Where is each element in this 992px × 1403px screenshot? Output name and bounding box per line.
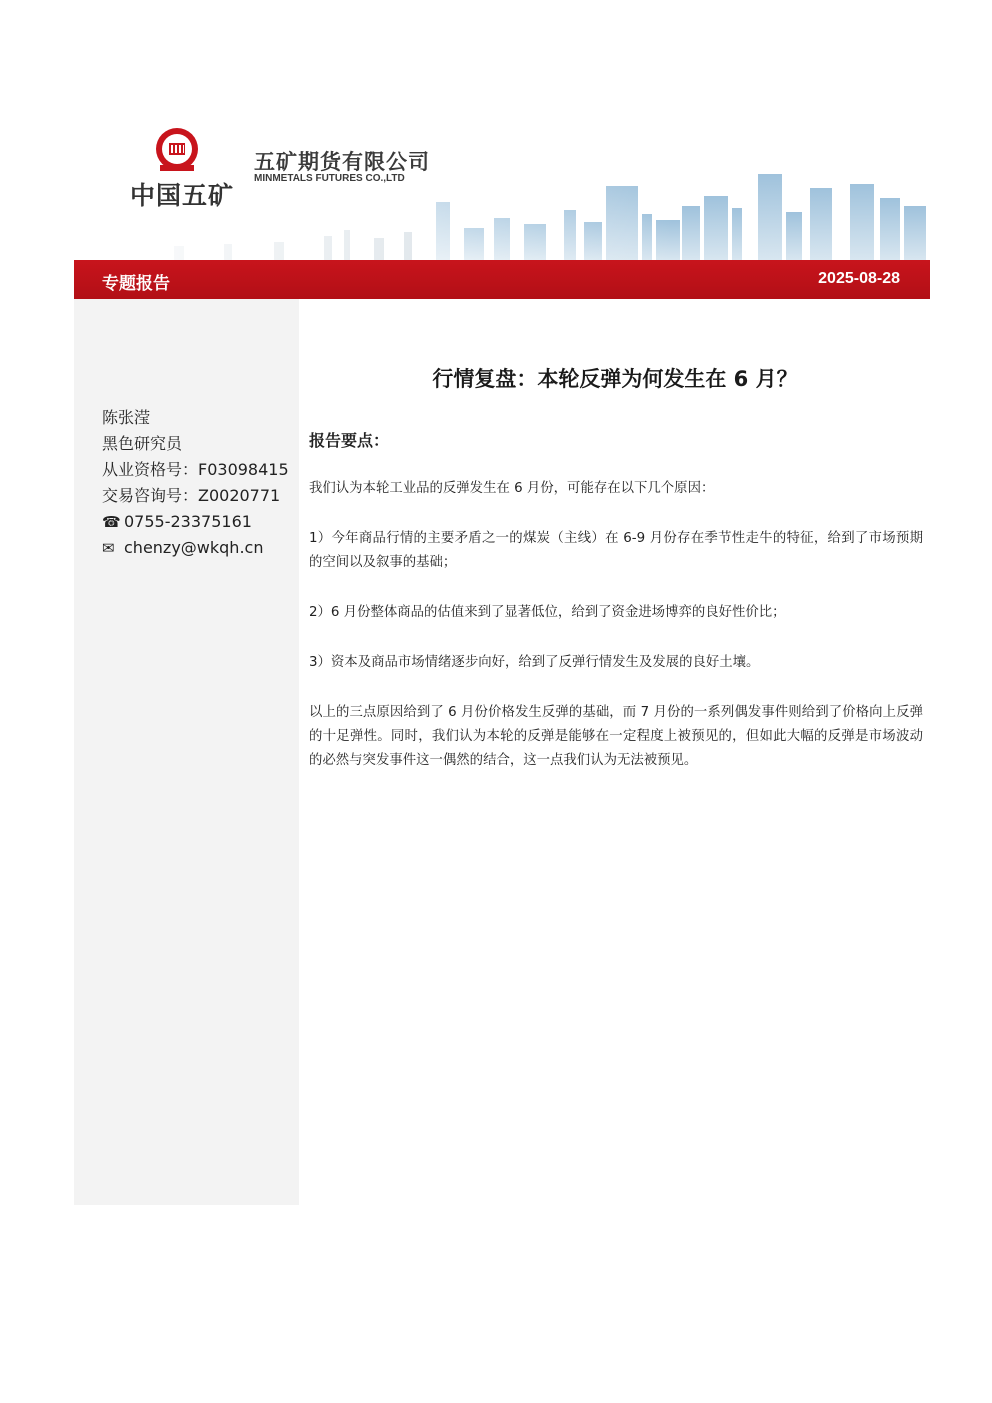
section-heading: 报告要点： <box>309 431 390 450</box>
author-info <box>102 405 289 561</box>
body-paragraph: 以上的三点原因给到了 6 月份价格发生反弹的基础，而 7 月份的一系列偶发事件则给到了价格向上反弹的十足弹性。同时，我们认为本轮的反弹是能够在一定程度上被预见的，但如此大幅的反弹是市场波动的必然与突发事件这一偶然的结合，这一点我们认为无法被预见。 <box>309 705 923 768</box>
minmetals-emblem-icon <box>154 126 200 176</box>
report-type-banner <box>74 260 930 299</box>
report-type-label: 专题报告 <box>102 274 170 294</box>
author-email[interactable]: chenzy@wkqh.cn <box>124 538 264 557</box>
china-minmetals-logo-text: 中国五矿 <box>130 181 235 210</box>
author-name: 陈张滢 <box>102 408 151 427</box>
author-email-row[interactable] <box>102 535 289 561</box>
author-sidebar <box>74 299 299 1205</box>
report-header <box>74 118 930 260</box>
company-name-en: MINMETALS FUTURES CO.,LTD <box>254 173 405 184</box>
author-consulting-number: 交易咨询号：Z0020771 <box>102 486 281 505</box>
report-body <box>309 428 923 799</box>
report-date: 2025-08-28 <box>818 270 900 287</box>
author-qualification: 从业资格号：F03098415 <box>102 460 289 479</box>
phone-icon: ☎ <box>102 513 121 531</box>
report-title: 行情复盘：本轮反弹为何发生在 6 月？ <box>432 367 798 391</box>
author-phone-row <box>102 509 289 535</box>
company-name-cn: 五矿期货有限公司 <box>254 150 430 174</box>
author-phone: 0755-23375161 <box>124 512 252 531</box>
body-paragraph: 3）资本及商品市场情绪逐步向好，给到了反弹行情发生及发展的良好土壤。 <box>309 655 760 670</box>
body-paragraph: 2）6 月份整体商品的估值来到了显著低位，给到了资金进场博弈的良好性价比； <box>309 605 786 620</box>
body-paragraph: 1）今年商品行情的主要矛盾之一的煤炭（主线）在 6-9 月份存在季节性走牛的特征，给到了市场预期的空间以及叙事的基础； <box>309 531 923 570</box>
envelope-icon: ✉ <box>102 539 115 557</box>
body-paragraph: 我们认为本轮工业品的反弹发生在 6 月份，可能存在以下几个原因： <box>309 481 715 496</box>
author-role: 黑色研究员 <box>102 434 183 453</box>
